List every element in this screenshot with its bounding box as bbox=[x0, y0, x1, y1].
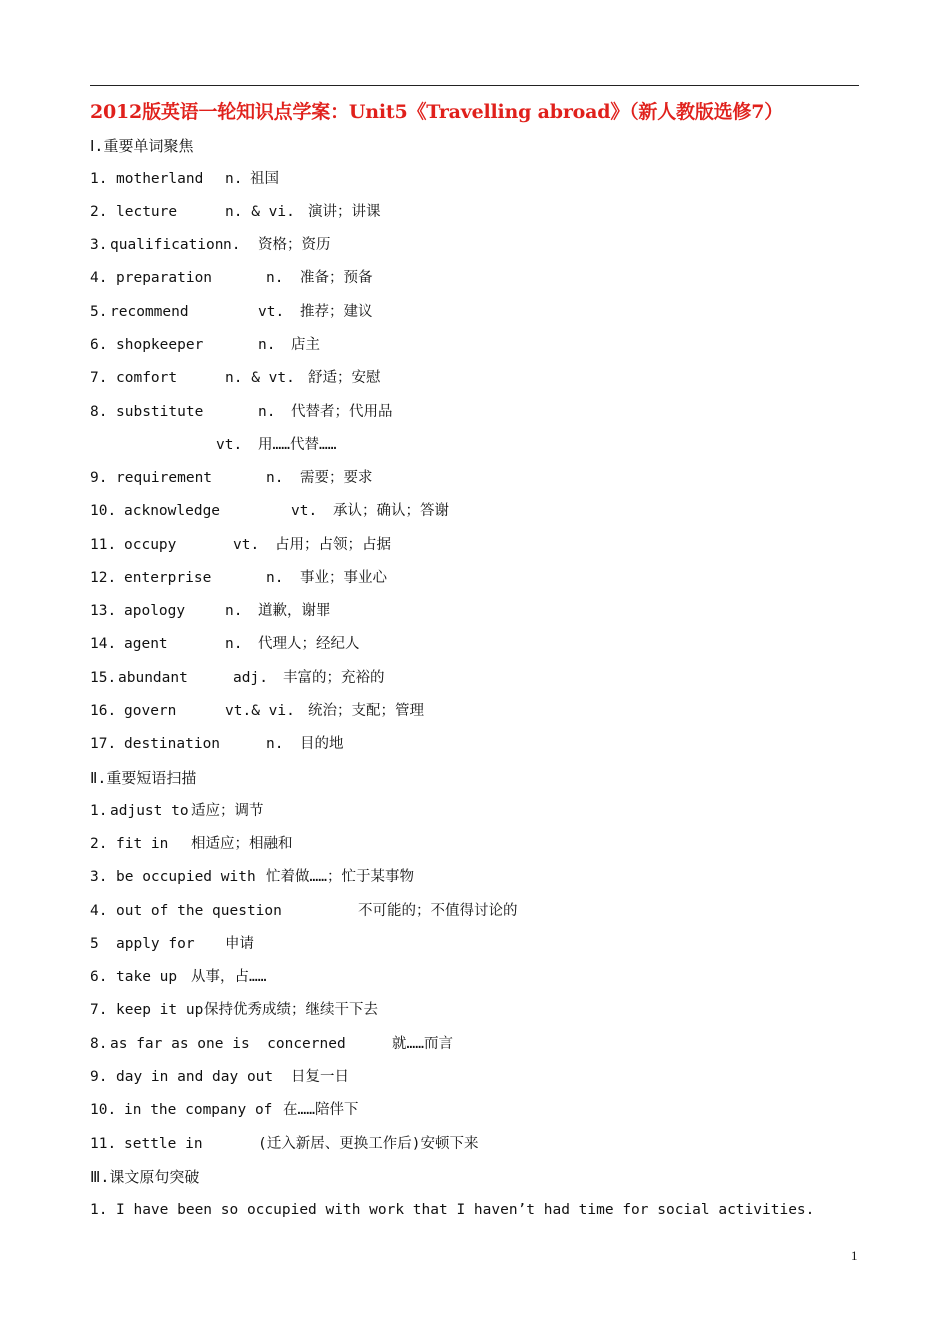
item-number: 12. bbox=[90, 570, 117, 586]
vocab-meaning: 占用；占领；占据 bbox=[275, 537, 391, 553]
item-number: 5. bbox=[90, 304, 108, 320]
part-of-speech: vt. bbox=[233, 537, 260, 553]
part-of-speech: n. bbox=[225, 603, 243, 619]
item-number: 6. bbox=[90, 337, 108, 353]
item-number: 7. bbox=[90, 1002, 108, 1018]
item-number: 9. bbox=[90, 1069, 108, 1085]
part-of-speech: vt. bbox=[291, 503, 318, 519]
phrase-meaning: 就……而言 bbox=[392, 1036, 453, 1052]
phrase-meaning: 申请 bbox=[225, 936, 254, 952]
item-number: 14. bbox=[90, 636, 117, 652]
part-of-speech: vt. bbox=[216, 437, 243, 453]
vocab-word: agent bbox=[124, 636, 168, 652]
vocab-word: shopkeeper bbox=[116, 337, 204, 353]
page-number: 1 bbox=[851, 1248, 858, 1263]
item-number: 7. bbox=[90, 370, 108, 386]
item-number: 13. bbox=[90, 603, 117, 619]
item-number: 3. bbox=[90, 237, 108, 253]
part-of-speech: vt.& vi. bbox=[225, 703, 295, 719]
phrase-text: settle in bbox=[124, 1136, 203, 1152]
phrase-text: adjust to bbox=[110, 803, 189, 819]
vocab-meaning: 店主 bbox=[291, 337, 320, 353]
vocab-word: enterprise bbox=[124, 570, 212, 586]
phrase-meaning: 在……陪伴下 bbox=[283, 1102, 359, 1118]
section-heading-sentences: Ⅲ.课文原句突破 bbox=[90, 1168, 200, 1186]
phrase-meaning: 保持优秀成绩；继续干下去 bbox=[204, 1002, 378, 1018]
phrase-text: take up bbox=[116, 969, 178, 985]
phrase-text: fit in bbox=[116, 836, 169, 852]
part-of-speech: n. bbox=[266, 570, 284, 586]
vocab-meaning: 需要；要求 bbox=[300, 470, 373, 486]
item-number: 2. bbox=[90, 836, 108, 852]
item-number: 2. bbox=[90, 204, 108, 220]
vocab-meaning: 承认；确认；答谢 bbox=[333, 503, 449, 519]
vocab-word: qualification bbox=[110, 237, 224, 253]
item-number: 17. bbox=[90, 736, 117, 752]
item-number: 9. bbox=[90, 470, 108, 486]
phrase-text: be occupied with bbox=[116, 869, 256, 885]
vocab-word: govern bbox=[124, 703, 177, 719]
part-of-speech: n. bbox=[225, 171, 243, 187]
phrase-meaning: (迁入新居、更换工作后)安顿下来 bbox=[258, 1136, 479, 1152]
item-number: 4. bbox=[90, 270, 108, 286]
vocab-word: requirement bbox=[116, 470, 213, 486]
part-of-speech: n. & vt. bbox=[225, 370, 295, 386]
section-heading-phrases: Ⅱ.重要短语扫描 bbox=[90, 769, 197, 787]
vocab-meaning: 事业；事业心 bbox=[300, 570, 387, 586]
vocab-word: preparation bbox=[116, 270, 213, 286]
vocab-word: occupy bbox=[124, 537, 177, 553]
phrase-text: out of the question bbox=[116, 903, 282, 919]
vocab-meaning: 准备；预备 bbox=[300, 270, 373, 286]
phrase-meaning: 不可能的；不值得讨论的 bbox=[358, 903, 518, 919]
item-number: 3. bbox=[90, 869, 108, 885]
vocab-word: comfort bbox=[116, 370, 178, 386]
phrase-meaning: 适应；调节 bbox=[191, 803, 264, 819]
phrase-text: in the company of bbox=[124, 1102, 273, 1118]
vocab-meaning: 代理人；经纪人 bbox=[258, 636, 360, 652]
part-of-speech: n. & vi. bbox=[225, 204, 295, 220]
item-number: 6. bbox=[90, 969, 108, 985]
item-number: 1. bbox=[90, 171, 108, 187]
item-number: 1. bbox=[90, 803, 108, 819]
item-number: 4. bbox=[90, 903, 108, 919]
item-number: 8. bbox=[90, 404, 108, 420]
item-number: 11. bbox=[90, 537, 117, 553]
item-number: 15. bbox=[90, 670, 117, 686]
item-number: 10. bbox=[90, 1102, 117, 1118]
vocab-word: apology bbox=[124, 603, 186, 619]
vocab-meaning: 道歉，谢罪 bbox=[258, 603, 331, 619]
item-number: 5 bbox=[90, 936, 99, 952]
vocab-meaning: 统治；支配；管理 bbox=[308, 703, 424, 719]
vocab-meaning: 丰富的；充裕的 bbox=[283, 670, 385, 686]
item-number: 16. bbox=[90, 703, 117, 719]
section-heading-vocabulary: Ⅰ.重要单词聚焦 bbox=[90, 137, 194, 155]
part-of-speech: n. bbox=[258, 337, 276, 353]
phrase-text: apply for bbox=[116, 936, 195, 952]
item-number: 1. bbox=[90, 1202, 108, 1218]
vocab-word: lecture bbox=[116, 204, 178, 220]
item-number: 11. bbox=[90, 1136, 117, 1152]
part-of-speech: n. bbox=[223, 237, 241, 253]
vocab-meaning: 演讲；讲课 bbox=[308, 204, 381, 220]
vocab-word: acknowledge bbox=[124, 503, 221, 519]
part-of-speech: vt. bbox=[258, 304, 285, 320]
vocab-word: abundant bbox=[118, 670, 188, 686]
part-of-speech: n. bbox=[258, 404, 276, 420]
vocab-word: destination bbox=[124, 736, 221, 752]
vocab-meaning: 资格；资历 bbox=[258, 237, 331, 253]
vocab-meaning: 目的地 bbox=[300, 736, 344, 752]
phrase-meaning: 相适应；相融和 bbox=[191, 836, 293, 852]
item-number: 10. bbox=[90, 503, 117, 519]
vocab-meaning: 祖国 bbox=[250, 171, 279, 187]
vocab-word: motherland bbox=[116, 171, 204, 187]
phrase-text: day in and day out bbox=[116, 1069, 274, 1085]
part-of-speech: n. bbox=[266, 270, 284, 286]
vocab-word: substitute bbox=[116, 404, 204, 420]
header-rule bbox=[90, 85, 859, 86]
vocab-meaning: 代替者；代用品 bbox=[291, 404, 393, 420]
vocab-meaning: 用……代替…… bbox=[258, 437, 337, 453]
vocab-word: recommend bbox=[110, 304, 189, 320]
part-of-speech: n. bbox=[225, 636, 243, 652]
phrase-meaning: 忙着做……；忙于某事物 bbox=[266, 869, 414, 885]
phrase-meaning: 日复一日 bbox=[291, 1069, 349, 1085]
phrase-text: as far as one is concerned bbox=[110, 1036, 346, 1052]
vocab-meaning: 推荐；建议 bbox=[300, 304, 373, 320]
phrase-meaning: 从事，占…… bbox=[191, 969, 267, 985]
item-number: 8. bbox=[90, 1036, 108, 1052]
part-of-speech: n. bbox=[266, 736, 284, 752]
part-of-speech: adj. bbox=[233, 670, 268, 686]
part-of-speech: n. bbox=[266, 470, 284, 486]
phrase-text: keep it up bbox=[116, 1002, 204, 1018]
sentence-text: I have been so occupied with work that I haven’t had time for social activities. bbox=[116, 1202, 815, 1218]
vocab-meaning: 舒适；安慰 bbox=[308, 370, 381, 386]
document-title: 2012版英语一轮知识点学案：Unit5《Travelling abroad》（新人教版选修7） bbox=[90, 101, 784, 123]
